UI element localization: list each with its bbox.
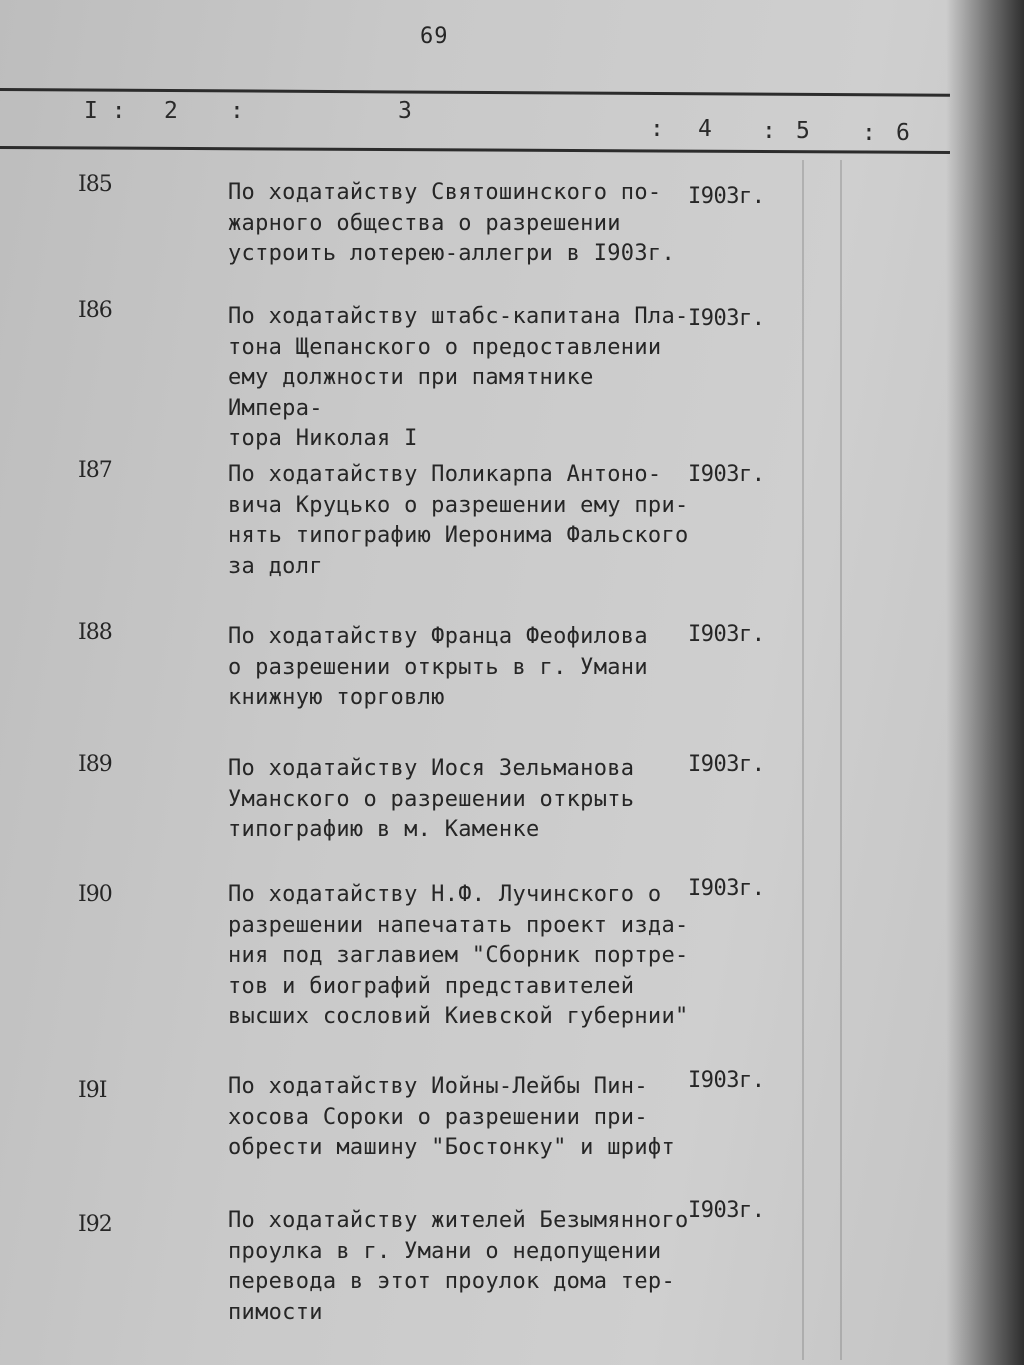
entry-number: I90 xyxy=(78,882,112,907)
entry-number: I85 xyxy=(78,172,112,197)
scan-edge-shadow xyxy=(946,0,1024,1365)
entry-description: По ходатайству Иося Зельманова Уманского о разрешении открыть типографию в м. Каменке xyxy=(228,756,635,842)
column-separator: : xyxy=(862,120,876,146)
header-top-rule xyxy=(0,88,950,97)
bleed-through-column-line xyxy=(802,160,804,1360)
bleed-through-column-line xyxy=(840,160,842,1360)
column-header-1: I : xyxy=(84,98,126,124)
column-separator: : xyxy=(650,116,664,142)
entry-description: По ходатайству Святошинского по- жарного общества о разрешении устроить лотерею-аллегри в I903г. xyxy=(228,180,675,266)
entry-number: I88 xyxy=(78,620,112,645)
header-bottom-rule xyxy=(0,146,950,154)
entry-description: По ходатайству Поликарпа Антоно- вича Круцько о разрешении ему при- нять типографию Иеронима Фальского за долг xyxy=(228,462,689,579)
entry-description: По ходатайству Иойны-Лейбы Пин- хосова Сороки о разрешении при- обрести машину "Бостонку" и шрифт xyxy=(228,1074,675,1160)
entry-year: I903г. xyxy=(688,876,765,901)
column-separator: : xyxy=(762,118,776,144)
entry-description: По ходатайству Н.Ф. Лучинского о разрешении напечатать проект изда- ния под заглавием "Сборник портре- тов и биографий представителей высших сословий Киевской губернии" xyxy=(228,882,689,1029)
column-header-3: 3 xyxy=(398,98,412,124)
column-separator: : xyxy=(230,98,244,124)
entry-year: I903г. xyxy=(688,462,765,487)
column-header-2: 2 xyxy=(164,98,178,124)
column-header-4: 4 xyxy=(698,116,712,142)
entry-year: I903г. xyxy=(688,1198,765,1223)
entry-year: I903г. xyxy=(688,622,765,647)
entry-description: По ходатайству жителей Безымянного проулка в г. Умани о недопущении перевода в этот проулок дома тер- пимости xyxy=(228,1208,689,1325)
entry-year: I903г. xyxy=(688,184,765,209)
entry-year: I903г. xyxy=(688,752,765,777)
entry-number: I87 xyxy=(78,458,112,483)
entry-number: I9I xyxy=(78,1078,107,1103)
column-header-5: 5 xyxy=(796,118,810,144)
entry-number: I92 xyxy=(78,1212,112,1237)
entry-description: По ходатайству Франца Феофилова о разрешении открыть в г. Умани книжную торговлю xyxy=(228,624,648,710)
entry-number: I89 xyxy=(78,752,112,777)
entry-description: По ходатайству штабс-капитана Пла- тона Щепанского о предоставлении ему должности при памятнике Импера- тора Николая I xyxy=(228,304,689,451)
entry-year: I903г. xyxy=(688,306,765,331)
entry-number: I86 xyxy=(78,298,112,323)
column-header-6: 6 xyxy=(896,120,910,146)
entry-year: I903г. xyxy=(688,1068,765,1093)
page-number: 69 xyxy=(420,24,449,49)
